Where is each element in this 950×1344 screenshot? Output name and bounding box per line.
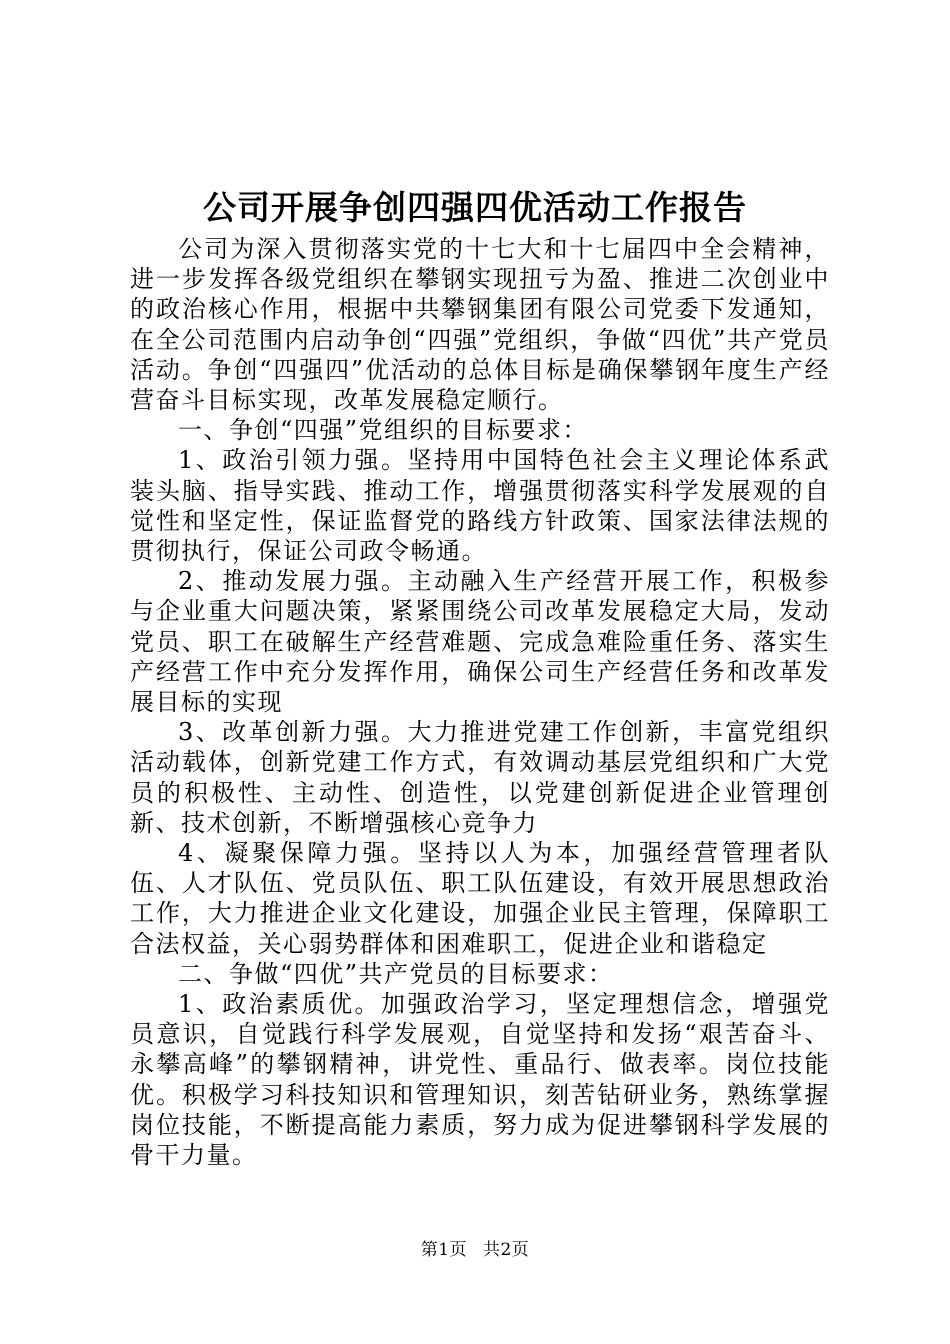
section-heading-four-strong: 一、争创“四强”党组织的目标要求： — [178, 416, 589, 445]
page-total: 共2页 — [482, 1240, 530, 1260]
page-footer — [0, 1238, 950, 1262]
list-item-cohesion-guarantee: 4、凝聚保障力强。坚持以人为本，加强经营管理者队伍、人才队伍、党员队伍、职工队伍建设，有效开展思想政治工作，大力推进企业文化建设，加强企业民主管理，保障职工合法权益，关心弱势群体和困难职工，促进企业和谐稳定 — [130, 839, 830, 958]
section-heading-four-excellent: 二、争做“四优”共产党员的目标要求： — [178, 959, 614, 988]
list-item-political-leadership: 1、政治引领力强。坚持用中国特色社会主义理论体系武装头脑、指导实践、推动工作，增强贯彻落实科学发展观的自觉性和坚定性，保证监督党的路线方针政策、国家法律法规的贯彻执行，保证公司政令畅通。 — [130, 446, 830, 566]
document-body — [130, 234, 830, 1170]
list-item-reform-innovation: 3、改革创新力强。大力推进党建工作创新，丰富党组织活动载体，创新党建工作方式，有效调动基层党组织和广大党员的积极性、主动性、创造性，以党建创新促进企业管理创新、技术创新，不断增强核心竞争力 — [130, 718, 830, 837]
list-item-political-quality: 1、政治素质优。加强政治学习，坚定理想信念，增强党员意识，自觉践行科学发展观，自觉坚持和发扬“艰苦奋斗、永攀高峰”的攀钢精神，讲党性、重品行、做表率。岗位技能优。积极学习科技知识和管理知识，刻苦钻研业务，熟练掌握岗位技能，不断提高能力素质，努力成为促进攀钢科学发展的骨干力量。 — [130, 990, 830, 1170]
list-item-development-drive: 2、推动发展力强。主动融入生产经营开展工作，积极参与企业重大问题决策，紧紧围绕公司改革发展稳定大局，发动党员、职工在破解生产经营难题、完成急难险重任务、落实生产经营工作中充分发挥作用，确保公司生产经营任务和改革发展目标的实现 — [130, 567, 830, 717]
document-title: 公司开展争创四强四优活动工作报告 — [203, 188, 747, 227]
page-number: 第1页 — [420, 1240, 468, 1260]
intro-paragraph: 公司为深入贯彻落实党的十七大和十七届四中全会精神，进一步发挥各级党组织在攀钢实现扭亏为盈、推进二次创业中的政治核心作用，根据中共攀钢集团有限公司党委下发通知，在全公司范围内启动争创“四强”党组织，争做“四优”共产党员活动。争创“四强四”优活动的总体目标是确保攀钢年度生产经营奋斗目标实现，改革发展稳定顺行。 — [130, 235, 830, 415]
